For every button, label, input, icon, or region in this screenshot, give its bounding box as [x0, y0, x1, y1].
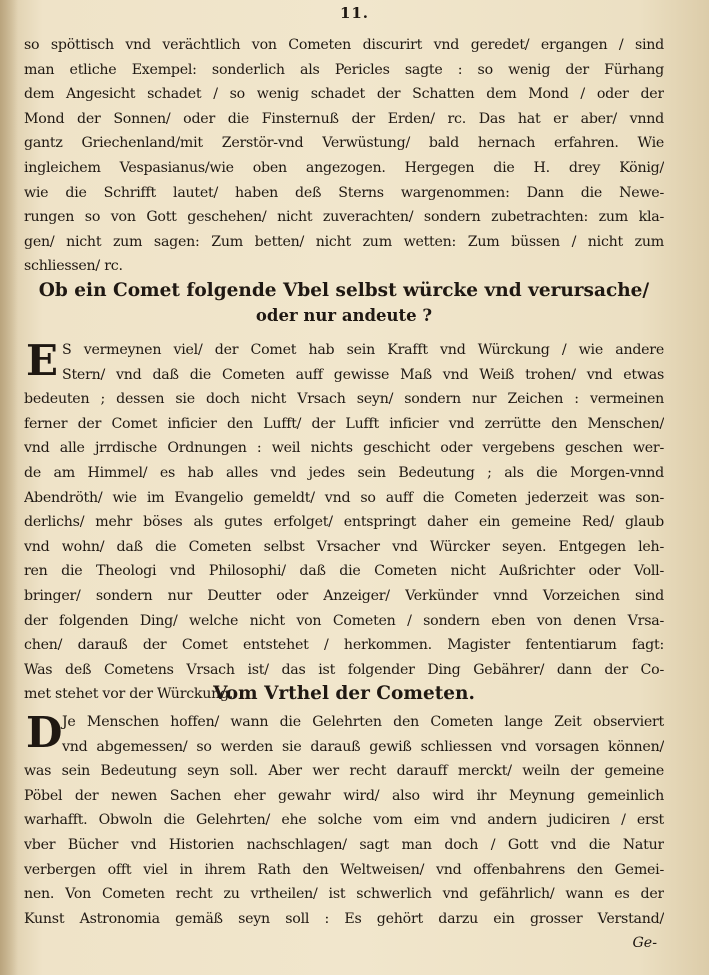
catchword: Ge-: [632, 935, 657, 951]
text-line: vber Bücher vnd Historien nachschlagen/ sagt man doch / Gott vnd die Natur: [24, 836, 664, 853]
text-line: der folgenden Ding/ welche nicht von Cometen / sondern eben von denen Vrsa-: [24, 612, 664, 629]
text-line: nen. Von Cometen recht zu vrtheilen/ ist schwerlich vnd gefährlich/ wann es der: [24, 886, 664, 903]
heading-line: Vom Vrthel der Cometen.: [213, 683, 475, 704]
text-line: Mond der Sonnen/ oder die Finsternuß der Erden/ rc. Das hat er aber/ vnnd: [24, 110, 664, 127]
heading-line: oder nur andeute ?: [255, 306, 433, 325]
text-line: gen/ nicht zum sagen: Zum betten/ nicht zum wetten: Zum büssen / nicht zum: [24, 233, 664, 250]
text-line: ingleichem Vespasianus/wie oben angezogen. Hergegen die H. drey König/: [24, 159, 664, 176]
text-line: verbergen offt viel in ihrem Rath den Weltweisen/ vnd offenbahrens den Gemei-: [24, 861, 664, 878]
text-line: S vermeynen viel/ der Comet hab sein Krafft vnd Würckung / wie andere: [62, 342, 664, 358]
drop-capital: E: [26, 336, 59, 385]
text-line: so spöttisch vnd verächtlich von Cometen discurirt vnd geredet/ ergangen / sind: [24, 37, 664, 53]
text-line: bringer/ sondern nur Deutter oder Anzeiger/ Verkünder vnnd Vorzeichen sind: [24, 587, 664, 604]
text-line: de am Himmel/ es hab alles vnd jedes sein Bedeutung ; als die Morgen-vnnd: [24, 464, 664, 481]
section-heading-1: [24, 278, 664, 328]
text-line: chen/ darauß der Comet entstehet / herkommen. Magister fententiarum fagt:: [24, 637, 664, 654]
text-line: dem Angesicht schadet / so wenig schadet der Schatten dem Mond / oder der: [24, 86, 664, 103]
heading-line: Ob ein Comet folgende Vbel selbst würcke vnd verursache/: [38, 280, 650, 301]
paragraph-1: [24, 33, 664, 279]
text-line: man etliche Exempel: sonderlich als Pericles sagte : so wenig der Fürhang: [24, 61, 664, 78]
text-line: was sein Bedeutung seyn soll. Aber wer recht darauff merckt/ weiln der gemeine: [24, 763, 664, 780]
page-gutter-shadow: [0, 0, 18, 975]
text-line: bedeuten ; dessen sie doch nicht Vrsach seyn/ sondern nur Zeichen : vermeinen: [24, 391, 664, 408]
text-line: warhafft. Obwoln die Gelehrten/ ehe solche vom eim vnd andern judiciren / erst: [24, 812, 664, 829]
text-line: gantz Griechenland/mit Zerstör-vnd Verwüstung/ bald hernach erfahren. Wie: [24, 135, 664, 152]
text-line: Je Menschen hoffen/ wann die Gelehrten den Cometen lange Zeit observiert: [62, 714, 664, 730]
text-line: derlichs/ mehr böses als gutes erfolget/ entspringt daher ein gemeine Red/ glaub: [24, 514, 664, 531]
text-line: Kunst Astronomia gemäß seyn soll : Es gehört darzu ein grosser Verstand/: [24, 910, 664, 927]
page-number: 11.: [339, 4, 370, 22]
text-line: rungen so von Gott geschehen/ nicht zuverachten/ sondern zubetrachten: zum kla-: [24, 209, 664, 226]
paragraph-2: [24, 338, 664, 707]
text-line: Was deß Cometens Vrsach ist/ das ist folgender Ding Gebährer/ dann der Co-: [24, 661, 664, 678]
text-line: Stern/ vnd daß die Cometen auff gewisse Maß vnd Weiß trohen/ vnd etwas: [62, 366, 664, 383]
section-heading-2: [24, 681, 664, 707]
text-line: ferner der Comet inficier den Lufft/ der Lufft inficier vnd zerrütte den Menschen/: [24, 415, 664, 432]
text-line: ren die Theologi vnd Philosophi/ daß die Cometen nicht Außrichter oder Voll-: [24, 563, 664, 580]
text-line: wie die Schrifft lautet/ haben deß Sterns wargenommen: Dann die Newe-: [24, 184, 664, 201]
text-line: schliessen/ rc.: [24, 258, 123, 275]
text-line: vnd alle jrrdische Ordnungen : weil nichts geschicht oder vergebens geschen wer-: [24, 440, 664, 457]
paragraph-3: [24, 710, 664, 931]
text-line: Abendröth/ wie im Evangelio gemeldt/ vnd so auff die Cometen jederzeit was son-: [24, 489, 664, 506]
text-line: vnd wohn/ daß die Cometen selbst Vrsacher vnd Würcker seyen. Entgegen leh-: [24, 538, 664, 555]
text-line: met stehet vor der Würckung.: [24, 686, 234, 703]
text-line: vnd abgemessen/ so werden sie darauß gewiß schliessen vnd vorsagen können/: [62, 738, 664, 755]
drop-capital: D: [26, 708, 63, 757]
text-line: Pöbel der newen Sachen eher gewahr wird/ also wird ihr Meynung gemeinlich: [24, 787, 664, 804]
